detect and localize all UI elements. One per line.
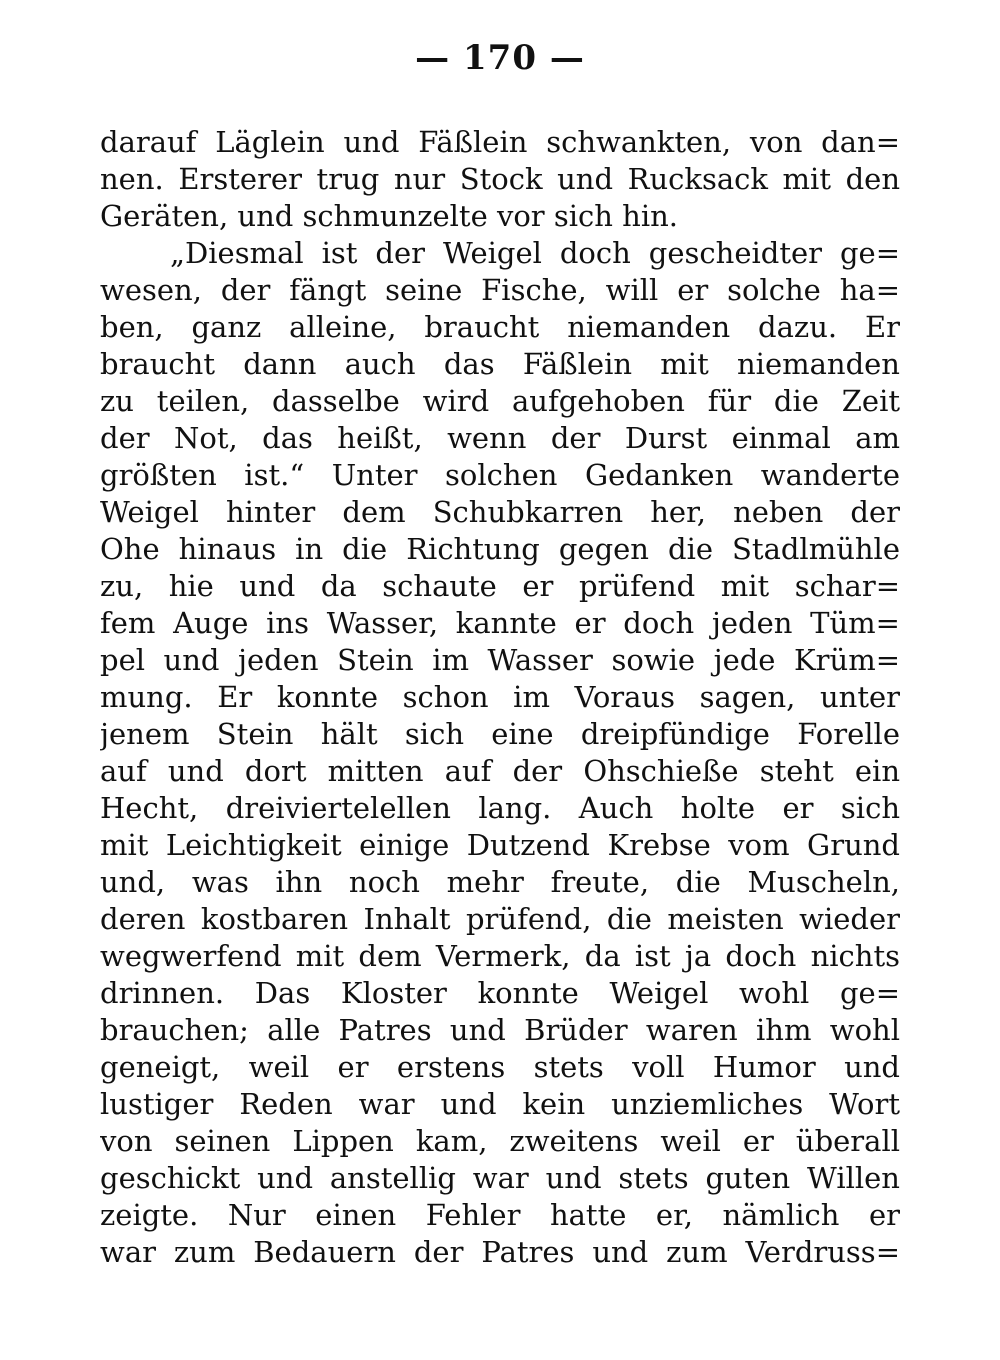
text-line-4: „Diesmal ist der Weigel doch gescheidter ge=	[170, 236, 900, 270]
text-line-9: der Not, das heißt, wenn der Durst einmal am	[100, 421, 900, 455]
text-line-29: geschickt und anstellig war und stets guten Willen	[100, 1161, 900, 1195]
text-line-8: zu teilen, dasselbe wird aufgehoben für die Zeit	[100, 384, 900, 418]
page-number: — 170 —	[415, 38, 585, 78]
text-line-10: größten ist.“ Unter solchen Gedanken wanderte	[100, 458, 900, 492]
text-line-24: drinnen. Das Kloster konnte Weigel wohl ge=	[100, 976, 900, 1010]
body-text	[100, 124, 900, 1271]
text-line-21: und, was ihn noch mehr freute, die Muscheln,	[100, 865, 900, 899]
text-line-20: mit Leichtigkeit einige Dutzend Krebse vom Grund	[100, 828, 900, 862]
text-line-12: Ohe hinaus in die Richtung gegen die Stadlmühle	[100, 532, 900, 566]
text-line-16: mung. Er konnte schon im Voraus sagen, unter	[100, 680, 900, 714]
text-line-3: Geräten, und schmunzelte vor sich hin.	[100, 199, 679, 233]
text-line-17: jenem Stein hält sich eine dreipfündige Forelle	[100, 717, 900, 751]
text-line-19: Hecht, dreiviertelellen lang. Auch holte er sich	[100, 791, 900, 825]
text-line-30: zeigte. Nur einen Fehler hatte er, nämlich er	[100, 1198, 900, 1232]
text-line-26: geneigt, weil er erstens stets voll Humor und	[100, 1050, 900, 1084]
text-line-23: wegwerfend mit dem Vermerk, da ist ja doch nichts	[100, 939, 900, 973]
text-line-14: fem Auge ins Wasser, kannte er doch jeden Tüm=	[100, 606, 900, 640]
text-line-31: war zum Bedauern der Patres und zum Verdruss=	[100, 1235, 900, 1269]
text-line-1: darauf Läglein und Fäßlein schwankten, von dan=	[100, 125, 900, 159]
text-line-27: lustiger Reden war und kein unziemliches Wort	[100, 1087, 900, 1121]
text-line-28: von seinen Lippen kam, zweitens weil er überall	[100, 1124, 900, 1158]
text-line-15: pel und jeden Stein im Wasser sowie jede Krüm=	[100, 643, 900, 677]
text-line-11: Weigel hinter dem Schubkarren her, neben der	[100, 495, 900, 529]
text-line-13: zu, hie und da schaute er prüfend mit schar=	[100, 569, 900, 603]
text-line-2: nen. Ersterer trug nur Stock und Rucksack mit den	[100, 162, 900, 196]
text-line-6: ben, ganz alleine, braucht niemanden dazu. Er	[100, 310, 900, 344]
text-line-7: braucht dann auch das Fäßlein mit niemanden	[100, 347, 900, 381]
text-line-18: auf und dort mitten auf der Ohschieße steht ein	[100, 754, 900, 788]
text-line-22: deren kostbaren Inhalt prüfend, die meisten wieder	[100, 902, 900, 936]
text-line-5: wesen, der fängt seine Fische, will er solche ha=	[100, 273, 900, 307]
text-line-25: brauchen; alle Patres und Brüder waren ihm wohl	[100, 1013, 900, 1047]
